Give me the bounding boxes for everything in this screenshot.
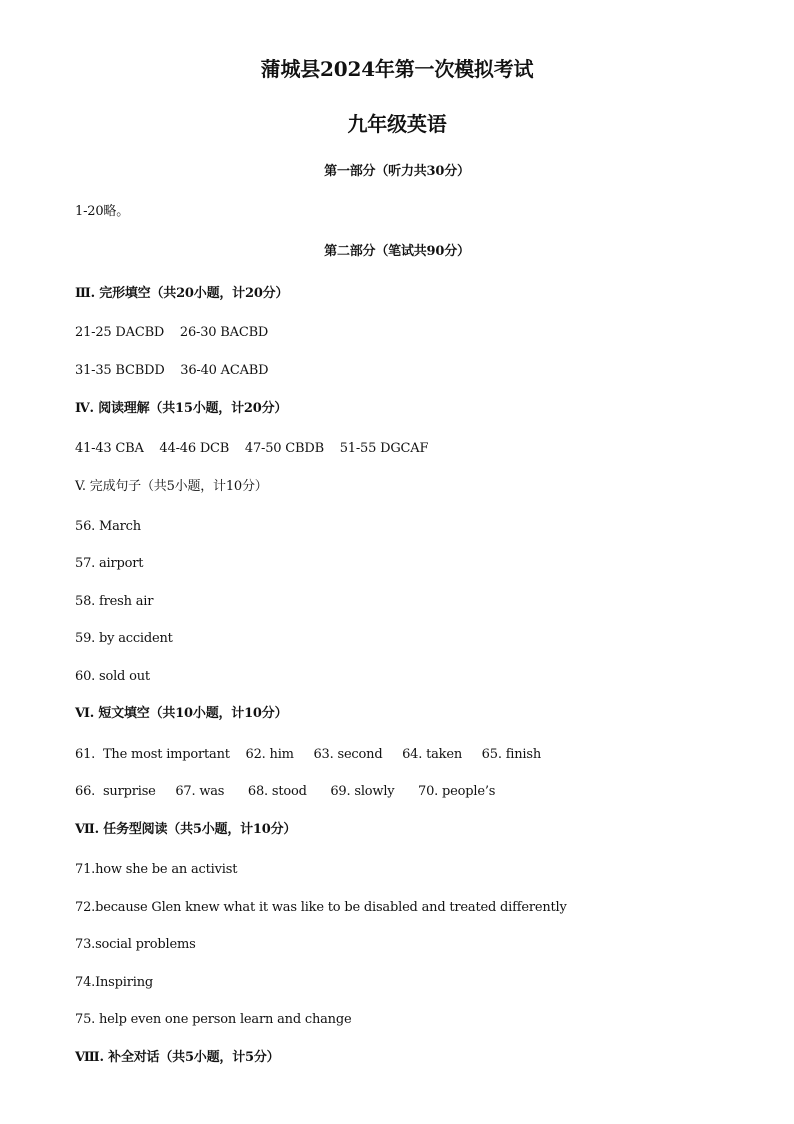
answer-line: 60. sold out [75,669,150,684]
section-7-heading: Ⅶ. 任务型阅读（共5小题，计10分） [75,822,297,837]
answer-line: 61. The most important 62. him 63. second 64. taken 65. finish [75,747,542,762]
part-one-answer: 1-20略。 [75,204,130,219]
answer-line: 72.because Glen knew what it was like to be disabled and treated differently [75,900,567,915]
answer-line: 75. help even one person learn and change [75,1012,352,1027]
section-4-heading: Ⅳ. 阅读理解（共15小题，计20分） [75,401,288,416]
answer-line: 73.social problems [75,937,196,952]
page-subtitle: 九年级英语 [347,112,447,136]
answer-line: 71.how she be an activist [75,862,238,877]
answer-line: 41-43 CBA 44-46 DCB 47-50 CBDB 51-55 DGCAF [75,441,429,456]
answer-line: 57. airport [75,556,144,571]
section-5-heading: V. 完成句子（共5小题，计10分） [75,479,268,494]
part-two-heading: 第二部分（笔试共90分） [324,244,470,259]
part-one-heading: 第一部分（听力共30分） [324,164,470,179]
section-3-heading: Ⅲ. 完形填空（共20小题，计20分） [75,286,289,301]
answer-line: 56. March [75,519,141,534]
answer-line: 21-25 DACBD 26-30 BACBD [75,325,269,340]
page-title: 蒲城县2024年第一次模拟考试 [260,57,534,81]
answer-line: 66. surprise 67. was 68. stood 69. slowly 70. people’s [75,784,496,799]
answer-line: 74.Inspiring [75,975,153,990]
answer-line: 59. by accident [75,631,173,646]
answer-line: 31-35 BCBDD 36-40 ACABD [75,363,269,378]
section-8-heading: Ⅷ. 补全对话（共5小题，计5分） [75,1050,280,1065]
answer-line: 58. fresh air [75,594,154,609]
section-6-heading: Ⅵ. 短文填空（共10小题，计10分） [75,706,288,721]
